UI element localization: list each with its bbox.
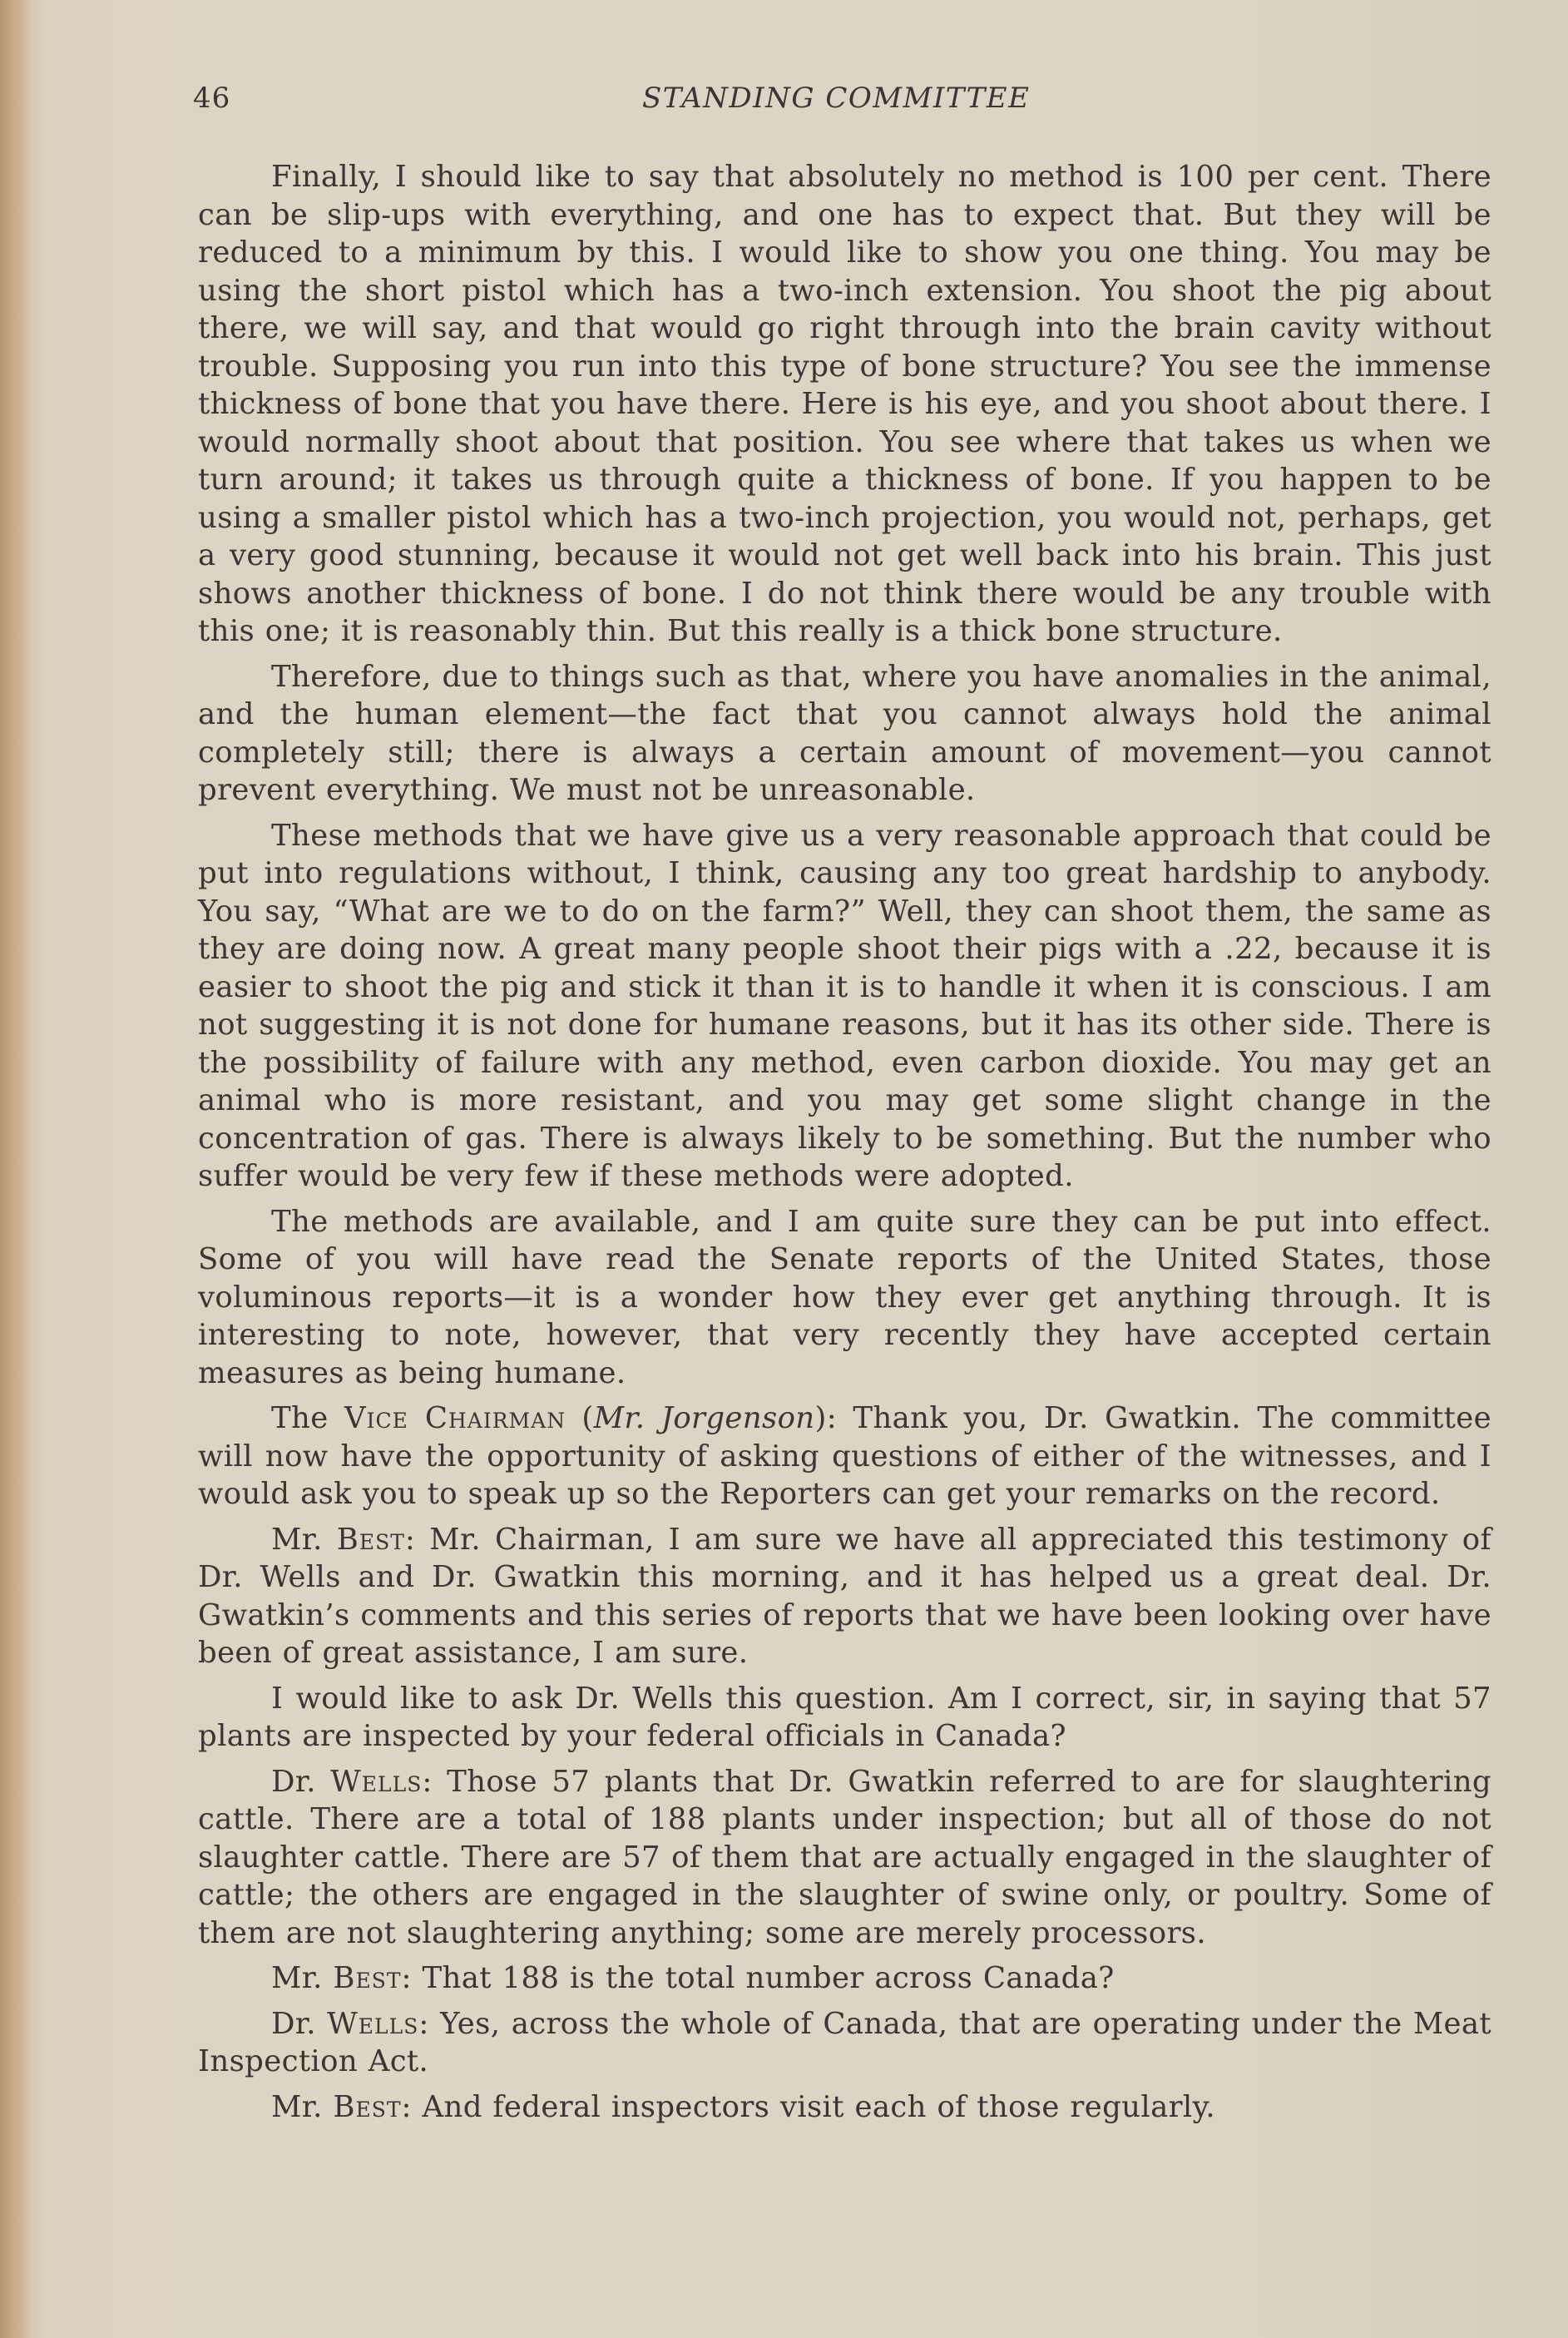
running-title: STANDING COMMITTEE bbox=[642, 82, 1031, 115]
speaker-name: Best bbox=[333, 1961, 402, 1995]
speaker-prefix: The bbox=[271, 1401, 329, 1435]
paragraph-text: The methods are available, and I am quite sure they can be put into effect. Some of you will have read the Senate reports of the United States, those voluminous reports—it is a wonder how they ever get anything through. It is interesting to note, however, that very recently they have accepted certain measures as being humane. bbox=[198, 1204, 1491, 1390]
speaker-prefix: Dr. bbox=[271, 2006, 316, 2041]
speaker-paragraph: Dr. Wells: Yes, across the whole of Canada, that are operating under the Meat Inspection Act. bbox=[198, 2006, 1492, 2078]
speaker-name: Wells bbox=[327, 2006, 419, 2041]
speaker-paragraph: Mr. Best: That 188 is the total number across Canada? bbox=[271, 1961, 1115, 1995]
paragraph-text: Finally, I should like to say that absolutely no method is 100 per cent. There can be slip-ups with everything, and one has to expect that. But they will be reduced to a minimum by this. I would like to show you one thing. You may be using the short pistol which has a two-inch extension. You shoot the pig about there, we will say, and that would go right through into the brain cavity without trouble. Supposing you run into this type of bone structure? You see the immense thickness of bone that you have there. Here is his eye, and you shoot about there. I would normally shoot about that position. You see where that takes us when we turn around; it takes us through quite a thickness of bone. If you happen to be using a smaller pistol which has a two-inch projection, you would not, perhaps, get a very good stunning, because it would not get well back into his brain. This just shows another thickness of bone. I do not think there would be any trouble with this one; it is reasonably thin. But this really is a thick bone structure. bbox=[198, 160, 1491, 648]
speaker-name: Mr. Jorgenson bbox=[593, 1401, 815, 1435]
speaker-name: Best bbox=[333, 2089, 402, 2124]
speaker-prefix: Dr. bbox=[271, 1764, 316, 1799]
speaker-prefix: Mr. bbox=[271, 1522, 323, 1557]
paragraph-text: These methods that we have give us a very reasonable approach that could be put into regulations without, I think, causing any too great hardship to anybody. You say, “What are we to do on the farm?” Well, they can shoot them, the same as they are doing now. A great many people shoot their pigs with a .22, because it is easier to shoot the pig and stick it than it is to handle it when it is conscious. I am not suggesting it is not done for humane reasons, but it has its other side. There is the possibility of failure with any method, even carbon dioxide. You may get an animal who is more resistant, and you may get some slight change in the concentration of gas. There is always likely to be something. But the number who suffer would be very few if these methods were adopted. bbox=[198, 818, 1491, 1193]
speaker-paragraph: Mr. Best: And federal inspectors visit each of those regularly. bbox=[271, 2089, 1215, 2124]
speaker-paragraph: Mr. Best: Mr. Chairman, I am sure we have all appreciated this testimony of Dr. Wells and Dr. Gwatkin this morning, and it has helped us a great deal. Dr. Gwatkin’s comments and this series of reports that we have been looking over have been of great assistance, I am sure. bbox=[198, 1522, 1491, 1670]
speaker-title: Vice Chairman bbox=[344, 1401, 566, 1435]
speaker-prefix: Mr. bbox=[271, 1961, 323, 1995]
paragraph bbox=[198, 658, 1491, 810]
speaker-prefix: Mr. bbox=[271, 2089, 323, 2124]
paragraph-text: Those 57 plants that Dr. Gwatkin referred to are for slaughtering cattle. There are a total of 188 plants under inspection; but all of those do not slaughter cattle. There are 57 of them that are actually engaged in the slaughter of cattle; the others are engaged in the slaughter of swine only, or poultry. Some of them are not slaughtering anything; some are merely processors. bbox=[198, 1764, 1491, 1950]
speaker-name: Wells bbox=[330, 1764, 423, 1799]
paragraph bbox=[198, 158, 1491, 651]
paragraph bbox=[198, 1203, 1491, 1393]
paragraph-text: That 188 is the total number across Canada? bbox=[422, 1961, 1115, 1995]
paragraph bbox=[198, 817, 1491, 1196]
page-gutter-edge bbox=[0, 0, 32, 2338]
paragraph-text: And federal inspectors visit each of those regularly. bbox=[422, 2089, 1215, 2124]
speaker-paragraph: The Vice Chairman (Mr. Jorgenson): Thank you, Dr. Gwatkin. The committee will now have the opportunity of asking questions of either of the witnesses, and I would ask you to speak up so the Reporters can get your remarks on the record. bbox=[198, 1401, 1491, 1511]
page-header bbox=[193, 82, 1491, 123]
speaker-name: Best bbox=[336, 1522, 405, 1557]
body-text bbox=[198, 158, 1491, 2133]
speaker-paragraph: Dr. Wells: Those 57 plants that Dr. Gwatkin referred to are for slaughtering cattle. There are a total of 188 plants under inspection; but all of those do not slaughter cattle. There are 57 of them that are actually engaged in the slaughter of cattle; the others are engaged in the slaughter of swine only, or poultry. Some of them are not slaughtering anything; some are merely processors. bbox=[198, 1764, 1491, 1950]
paragraph-text: Therefore, due to things such as that, where you have anomalies in the animal, and the human element—the fact that you cannot always hold the animal completely still; there is always a certain amount of movement—you cannot prevent everything. We must not be unreasonable. bbox=[198, 659, 1491, 807]
paragraph bbox=[198, 1680, 1491, 1756]
page-number: 46 bbox=[193, 82, 231, 115]
paragraph-text: Mr. Chairman, I am sure we have all appreciated this testimony of Dr. Wells and Dr. Gwatkin this morning, and it has helped us a great deal. Dr. Gwatkin’s comments and this series of reports that we have been looking over have been of great assistance, I am sure. bbox=[198, 1522, 1491, 1670]
paragraph-text: Yes, across the whole of Canada, that are operating under the Meat Inspection Act. bbox=[198, 2006, 1492, 2078]
paragraph-text: I would like to ask Dr. Wells this question. Am I correct, sir, in saying that 57 plants are inspected by your federal officials in Canada? bbox=[198, 1681, 1491, 1753]
paragraph-text: Thank you, Dr. Gwatkin. The committee will now have the opportunity of asking questions of either of the witnesses, and I would ask you to speak up so the Reporters can get your remarks on the record. bbox=[198, 1401, 1491, 1511]
